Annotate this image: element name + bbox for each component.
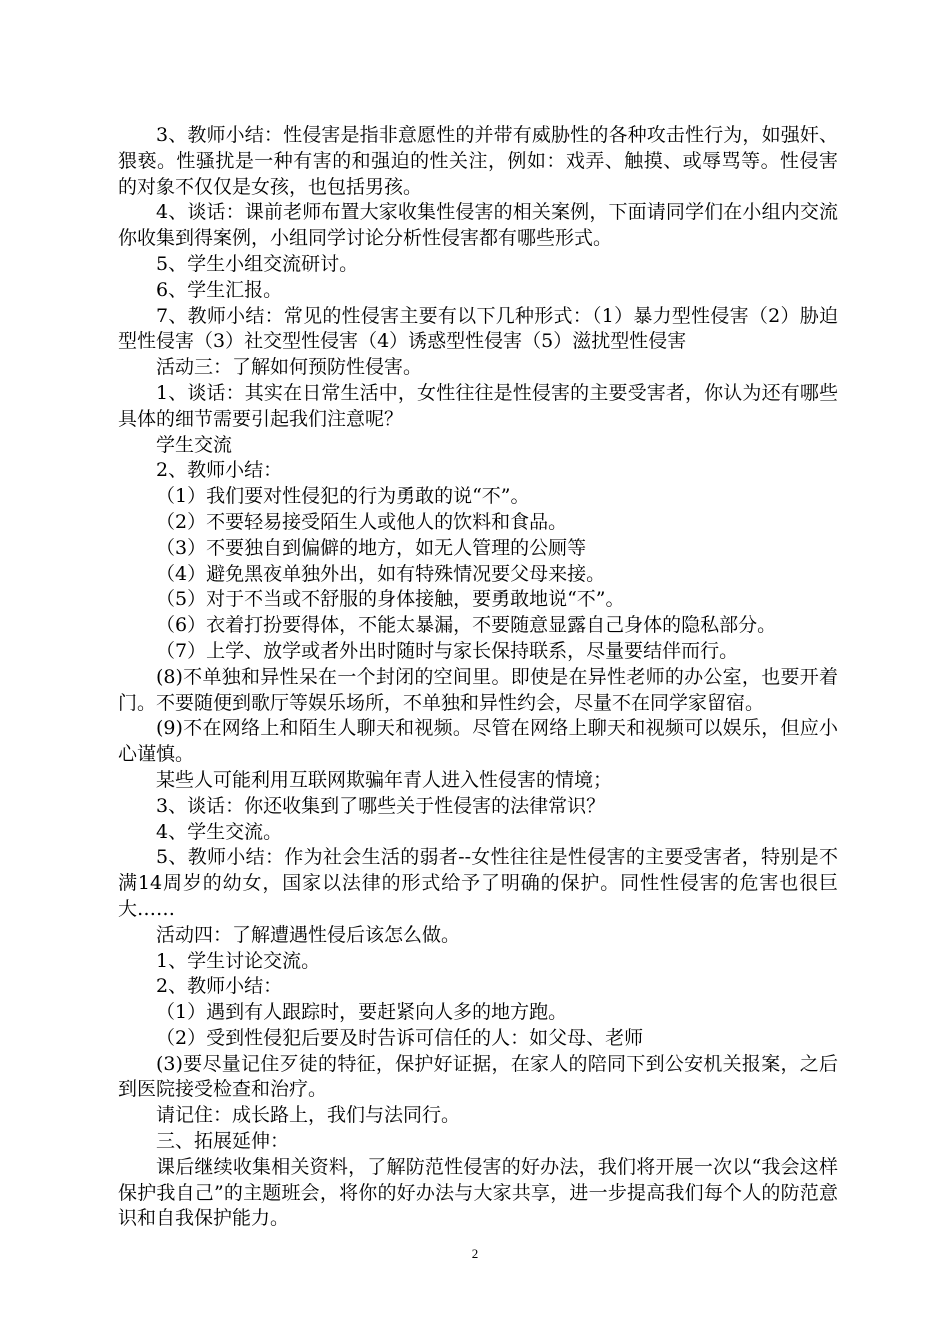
paragraph-5: 7、教师小结：常见的性侵害主要有以下几种形式：（1）暴力型性侵害（2）胁迫型性侵害（3）社交型性侵害（4）诱惑型性侵害（5）滋扰型性侵害 xyxy=(118,304,838,353)
list-item-10: （1）遇到有人跟踪时，要赶紧向人多的地方跑。 xyxy=(156,1001,568,1024)
list-item-9: (9)不在网络上和陌生人聊天和视频。尽管在网络上聊天和视频可以娱乐，但应小心谨慎。 xyxy=(118,717,838,766)
paragraph-20: 3、谈话：你还收集到了哪些关于性侵害的法律常识？ xyxy=(156,794,606,817)
paragraph-8: 学生交流 xyxy=(156,433,233,456)
section-heading-activity-4: 活动四：了解遭遇性侵后该怎么做。 xyxy=(156,923,461,946)
list-item-12: (3)要尽量记住歹徒的特征，保护好证据，在家人的陪同下到公安机关报案，之后到医院接受检查和治疗。 xyxy=(118,1052,838,1101)
list-item-3: （3）不要独自到偏僻的地方，如无人管理的公厕等 xyxy=(156,536,587,559)
section-heading-activity-3: 活动三：了解如何预防性侵害。 xyxy=(156,356,423,379)
list-item-2: （2）不要轻易接受陌生人或他人的饮料和食品。 xyxy=(156,510,568,533)
page-number: 2 xyxy=(471,1246,479,1261)
list-item-11: （2）受到性侵犯后要及时告诉可信任的人：如父母、老师 xyxy=(156,1026,644,1049)
list-item-8: (8)不单独和异性呆在一个封闭的空间里。即使是在异性老师的办公室，也要开着门。不要随便到歌厅等娱乐场所，不单独和异性约会，尽量不在同学家留宿。 xyxy=(118,665,838,714)
list-item-5: （5）对于不当或不舒服的身体接触，要勇敢地说“不”。 xyxy=(156,588,625,611)
paragraph-24: 1、学生讨论交流。 xyxy=(156,949,321,972)
paragraph-19: 某些人可能利用互联网欺骗年青人进入性侵害的情境； xyxy=(156,768,613,791)
paragraph-9: 2、教师小结： xyxy=(156,459,283,482)
list-item-7: （7）上学、放学或者外出时随时与家长保持联系，尽量要结伴而行。 xyxy=(156,639,739,662)
paragraph-2: 4、谈话：课前老师布置大家收集性侵害的相关案例，下面请同学们在小组内交流你收集到得案例，小组同学讨论分析性侵害都有哪些形式。 xyxy=(118,201,838,250)
list-item-1: （1）我们要对性侵犯的行为勇敢的说“不”。 xyxy=(156,485,530,508)
paragraph-22: 5、教师小结：作为社会生活的弱者--女性往往是性侵害的主要受害者，特别是不满14周岁的幼女，国家以法律的形式给予了明确的保护。同性性侵害的危害也很巨大…… xyxy=(118,846,838,920)
paragraph-3: 5、学生小组交流研讨。 xyxy=(156,252,359,275)
list-item-6: （6）衣着打扮要得体，不能太暴漏，不要随意显露自己身体的隐私部分。 xyxy=(156,614,777,637)
document-body xyxy=(118,123,838,1232)
paragraph-7: 1、谈话：其实在日常生活中，女性往往是性侵害的主要受害者，你认为还有哪些具体的细节需要引起我们注意呢？ xyxy=(118,381,838,430)
paragraph-31: 课后继续收集相关资料，了解防范性侵害的好办法，我们将开展一次以“我会这样保护我自己”的主题班会，将你的好办法与大家共享，进一步提高我们每个人的防范意识和自我保护能力。 xyxy=(118,1155,838,1230)
paragraph-21: 4、学生交流。 xyxy=(156,820,283,843)
paragraph-29: 请记住：成长路上，我们与法同行。 xyxy=(156,1104,461,1127)
paragraph-4: 6、学生汇报。 xyxy=(156,278,283,301)
section-heading-extension: 三、拓展延伸： xyxy=(156,1130,290,1153)
paragraph-1: 3、教师小结：性侵害是指非意愿性的并带有威胁性的各种攻击性行为，如强奸、猥亵。性骚扰是一种有害的和强迫的性关注，例如：戏弄、触摸、或辱骂等。性侵害的对象不仅仅是女孩，也包括男孩。 xyxy=(118,124,838,198)
list-item-4: （4）避免黑夜单独外出，如有特殊情况要父母来接。 xyxy=(156,562,606,585)
paragraph-25: 2、教师小结： xyxy=(156,975,283,998)
